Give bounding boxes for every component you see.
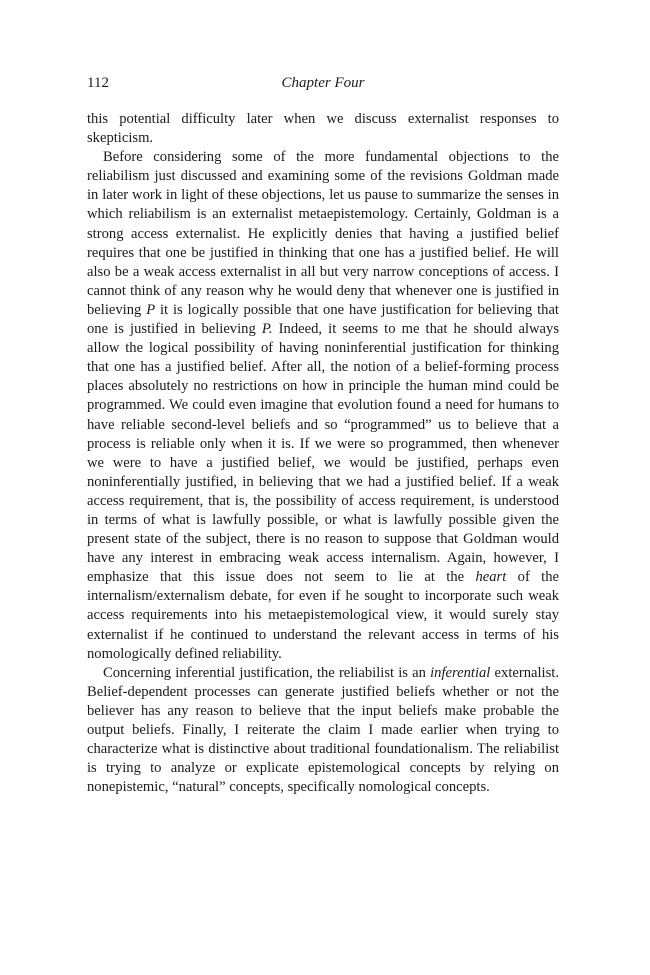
text-run: Indeed, it seems to me that he should always allow the logical possibility of having noninferential justification for thinking that one has a justified belief. After all, the notion of a belief-forming process places absolutely no restrictions on how in principle the human mind could be programmed. We could even imagine that evolution found a need for humans to have reliable second-level beliefs and so “programmed” us to believe that a process is reliable only when it is. If we were so programmed, then whenever we were to have a justified belief, we would be justified, perhaps even noninferentially justified, in believing that we had a justified belief. If a weak access requirement, that is, the possibility of access requirement, is understood in terms of what is lawfully possible, or what is lawfully possible given the present state of the subject, there is no reason to suppose that Goldman would have any interest in embracing weak access internalism. Again, however, I emphasize that this issue does not seem to lie at the [87,321,559,586]
text-run: Before considering some of the more fundamental objections to the reliabilism just discussed and examining some of the revisions Goldman made in later work in light of these objections, let us pause to summarize the senses in which reliabilism is an externalist metaepistemology. Certainly, Goldman is a strong access externalist. He explicitly denies that having a justified belief requires that one be justified in thinking that one has a justified belief. He will also be a weak access externalist in all but very narrow conceptions of access. I cannot think of any reason why he would deny that whenever one is justified in believing [87,149,559,318]
italic-run: heart [475,569,507,586]
text-run: externalist. Belief-dependent processes can generate justified beliefs whether or not the believer has any reason to believe that the input beliefs make probable the output beliefs. Finally, I reiterate the claim I made earlier when trying to characterize what is distinctive about traditional foundationalism. The reliabilist is trying to analyze or explicate epistemological concepts by relying on nonepistemic, “natural” concepts, specifically nomological concepts. [87,664,559,796]
italic-run: inferential [430,664,491,681]
running-header [87,74,559,96]
paragraph-2 [87,148,559,664]
italic-run: P. [261,321,273,338]
text-run: this potential difficulty later when we discuss externalist responses to skepticism. [87,111,559,147]
book-page [87,74,559,797]
body-text [87,110,559,797]
page-number: 112 [87,75,109,91]
paragraph-1 [87,110,559,148]
italic-run: P [146,301,156,318]
text-run: of the internalism/externalism debate, for even if he sought to incorporate such weak access requirements into his metaepistemological view, it would surely stay externalist if he continued to understand the relevant access in terms of his nomologically defined reliability. [87,569,559,662]
text-run: Concerning inferential justification, the reliabilist is an [103,664,431,681]
chapter-title: Chapter Four [281,75,365,91]
text-run: it is logically possible that one have justification for believing that one is justified in believing [87,301,559,338]
paragraph-3 [87,664,559,798]
